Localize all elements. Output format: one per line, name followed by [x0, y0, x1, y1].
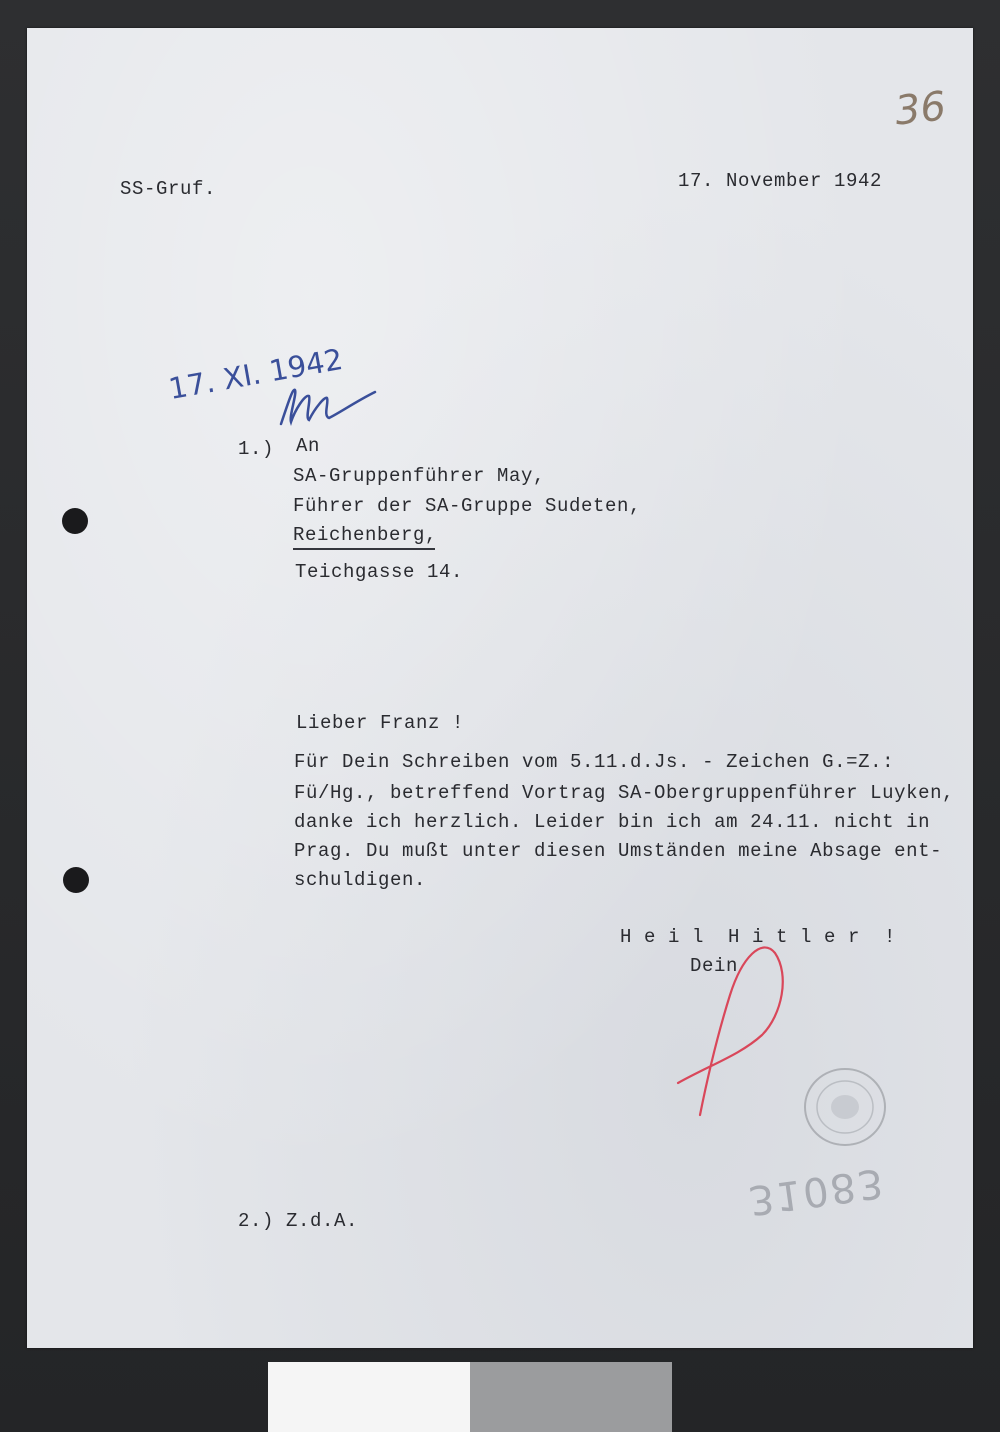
stamp-initials-mark — [275, 380, 385, 430]
body-line: Fü/Hg., betreffend Vortrag SA-Obergruppenführer Luyken, — [294, 782, 955, 804]
body-line: Für Dein Schreiben vom 5.11.d.Js. - Zeichen G.=Z.: — [294, 751, 895, 773]
letter-date: 17. November 1942 — [678, 170, 883, 192]
recipient-prefix: An — [296, 435, 321, 457]
recipient-name: SA-Gruppenführer May, — [293, 465, 546, 487]
body-line: Prag. Du mußt unter diesen Umständen meine Absage ent- — [294, 840, 943, 862]
body-line: schuldigen. — [294, 869, 427, 891]
gray-patch — [470, 1362, 672, 1432]
recipient-item-number: 1.) — [238, 438, 275, 460]
white-patch — [268, 1362, 470, 1432]
closing-salute: H e i l H i t l e r ! — [620, 926, 897, 948]
document-page — [27, 28, 973, 1348]
red-signature — [670, 935, 800, 1135]
color-calibration-card — [268, 1362, 672, 1432]
circular-seal — [800, 1065, 890, 1150]
page-number: 36 — [892, 83, 949, 135]
body-line: danke ich herzlich. Leider bin ich am 24.11. nicht in — [294, 811, 931, 833]
received-stamp-date: 17. XI. 1942 — [166, 341, 346, 406]
recipient-city: Reichenberg, — [293, 524, 438, 546]
sender-abbreviation: SS-Gruf. — [120, 178, 217, 200]
closing-sign-off: Dein — [690, 955, 739, 977]
filing-note: 2.) Z.d.A. — [238, 1210, 359, 1232]
greeting: Lieber Franz ! — [296, 712, 465, 734]
recipient-street: Teichgasse 14. — [295, 561, 464, 583]
punch-hole-bottom — [63, 867, 89, 893]
city-underline — [293, 548, 435, 550]
archive-number: 31083 — [745, 1158, 888, 1224]
punch-hole-top — [62, 508, 88, 534]
recipient-title: Führer der SA-Gruppe Sudeten, — [293, 495, 642, 517]
